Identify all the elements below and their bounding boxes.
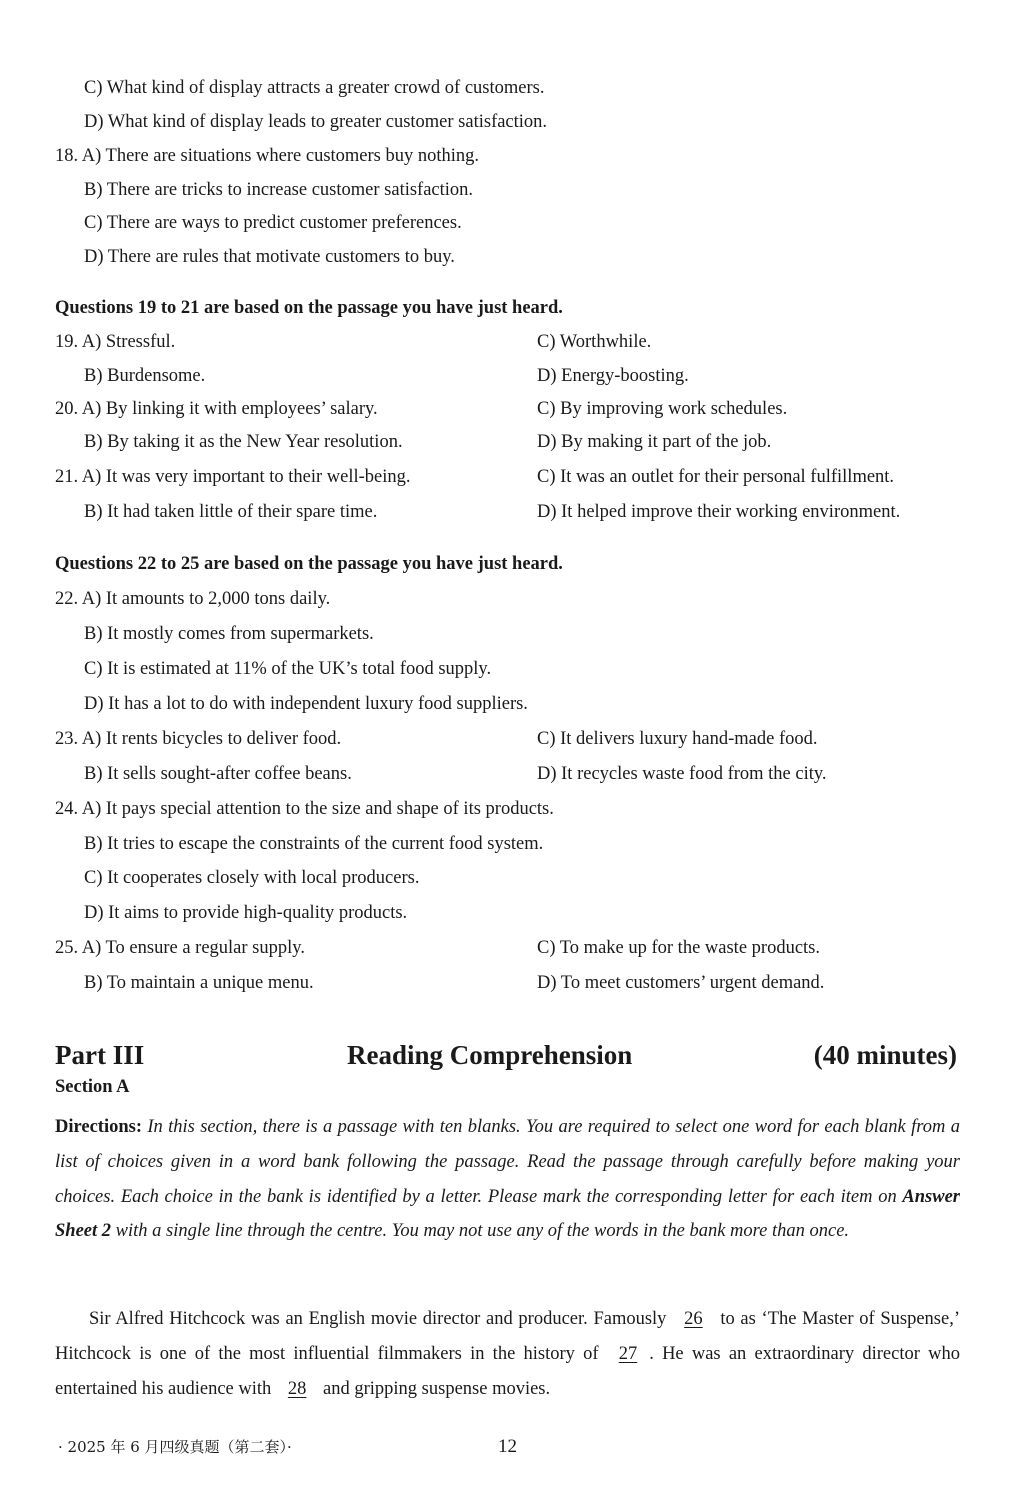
blank-28: 28 [287,1378,307,1399]
q20-option-c: C) By improving work schedules. [537,399,788,419]
q18-option-b: B) There are tricks to increase customer satisfaction. [84,180,474,200]
footer-source: · 2025 年 6 月四级真题（第二套）· [58,1438,292,1456]
section-label: Section A [55,1077,130,1097]
section-heading-22-25: Questions 22 to 25 are based on the passage you have just heard. [55,554,563,574]
q23-option-d: D) It recycles waste food from the city. [537,764,827,784]
q22-option-d: D) It has a lot to do with independent luxury food suppliers. [84,694,528,714]
part-title: Reading Comprehension [347,1040,633,1070]
directions-text-2: with a single line through the centre. You may not use any of the words in the bank more than once. [111,1221,850,1242]
q24-option-b: B) It tries to escape the constraints of the current food system. [84,834,544,854]
q20-option-b: B) By taking it as the New Year resolution. [84,432,403,452]
q21-option-a: 21. A) It was very important to their well-being. [55,467,411,487]
part-heading [55,1042,957,1076]
q20-option-a: 20. A) By linking it with employees’ salary. [55,399,378,419]
part-label: Part III [55,1040,145,1070]
q24-option-a: 24. A) It pays special attention to the size and shape of its products. [55,799,554,819]
q20-option-d: D) By making it part of the job. [537,432,772,452]
q22-option-c: C) It is estimated at 11% of the UK’s total food supply. [84,659,492,679]
q17-option-c: C) What kind of display attracts a greater crowd of customers. [84,78,545,98]
passage-segment-4: and gripping suspense movies. [318,1378,551,1399]
q23-option-c: C) It delivers luxury hand-made food. [537,729,818,749]
q19-option-a: 19. A) Stressful. [55,332,176,352]
directions-answer-sheet: Answer Sheet 2 [55,1186,960,1242]
q21-option-b: B) It had taken little of their spare time. [84,502,378,522]
q18-option-a: 18. A) There are situations where customers buy nothing. [55,146,480,166]
section-heading-19-21: Questions 19 to 21 are based on the passage you have just heard. [55,298,563,318]
q22-option-b: B) It mostly comes from supermarkets. [84,624,374,644]
q25-option-b: B) To maintain a unique menu. [84,973,314,993]
page-number: 12 [498,1436,517,1457]
part-time: (40 minutes) [813,1040,957,1070]
passage-segment-3: . He was an extraordinary director who entertained his audience with [55,1343,960,1399]
q21-option-c: C) It was an outlet for their personal fulfillment. [537,467,895,487]
reading-passage [55,1302,960,1406]
directions-lead: Directions: [55,1117,142,1137]
q19-option-c: C) Worthwhile. [537,332,652,352]
q21-option-d: D) It helped improve their working environment. [537,502,901,522]
q22-option-a: 22. A) It amounts to 2,000 tons daily. [55,589,331,609]
passage-segment-2: to as ‘The Master of Suspense,’ Hitchcock is one of the most influential filmmakers in the history of [55,1309,960,1364]
q19-option-b: B) Burdensome. [84,366,206,386]
q18-option-c: C) There are ways to predict customer preferences. [84,213,462,233]
passage-segment-1: Sir Alfred Hitchcock was an English movie director and producer. Famously [89,1309,673,1329]
q25-option-c: C) To make up for the waste products. [537,938,820,958]
q18-option-d: D) There are rules that motivate customers to buy. [84,247,455,267]
directions [55,1110,960,1249]
q24-option-c: C) It cooperates closely with local producers. [84,868,420,888]
q23-option-a: 23. A) It rents bicycles to deliver food. [55,729,342,749]
q17-option-d: D) What kind of display leads to greater customer satisfaction. [84,112,548,132]
blank-26: 26 [684,1309,703,1329]
q19-option-d: D) Energy-boosting. [537,366,689,386]
q24-option-d: D) It aims to provide high-quality products. [84,903,408,923]
q25-option-a: 25. A) To ensure a regular supply. [55,938,305,958]
q25-option-d: D) To meet customers’ urgent demand. [537,973,825,993]
directions-text-1: In this section, there is a passage with ten blanks. You are required to select one word for each blank from a list of choices given in a word bank following the passage. Read the passage through carefully before making your choices. Each choice in the bank is identified by a letter. Please mark the corresponding letter for each item on [55,1117,960,1207]
blank-27: 27 [618,1343,638,1364]
q23-option-b: B) It sells sought-after coffee beans. [84,764,352,784]
